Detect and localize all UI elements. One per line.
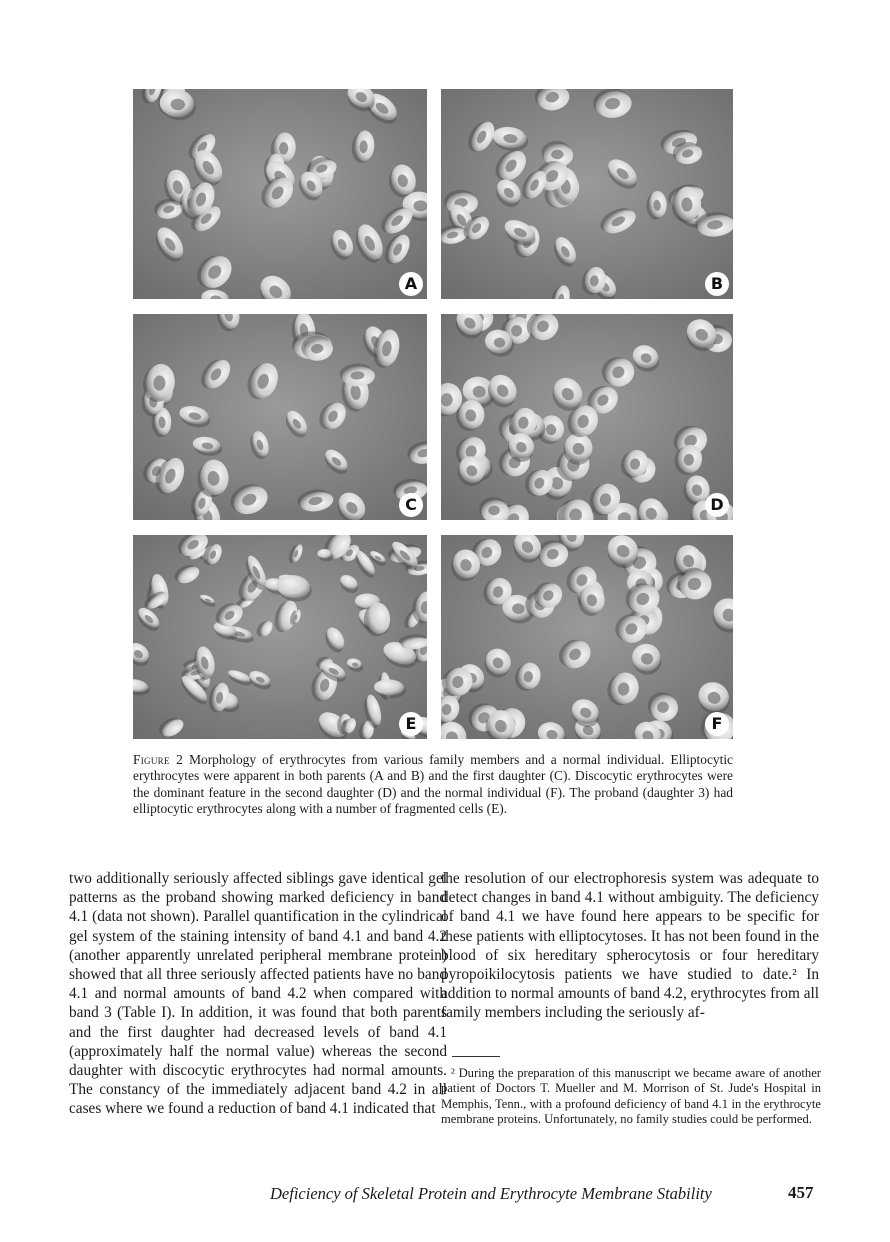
erythrocyte-micrograph-c [133, 314, 427, 520]
body-paragraph-right: the resolution of our electrophoresis system was adequate to detect changes in band 4.1 without ambiguity. The deficiency of band 4.1 we have found here appears to be specific for these patients with elliptocytoses. It has not been found in the blood of six hereditary spherocytosis or four hereditary pyropoikilocytosis patients we have studied to date.² In addition to normal amounts of band 4.2, erythrocytes from all family members including the seriously af- [441, 870, 819, 1022]
erythrocyte-micrograph-b [441, 89, 733, 299]
panel-label-f: F [705, 712, 729, 736]
panel-label-a: A [399, 272, 423, 296]
erythrocyte-micrograph-a [133, 89, 427, 299]
micrograph-panel-a [133, 89, 427, 299]
footnote [441, 1066, 821, 1128]
body-column-right [441, 869, 819, 1023]
erythrocyte-micrograph-d [441, 314, 733, 520]
body-paragraph-left: two additionally seriously affected siblings gave identical gel patterns as the proband showing marked deficiency in band 4.1 (data not shown). Parallel quantification in the cylindrical gel system of the staining intensity of band 4.1 and band 4.2 (another apparently unrelated peripheral membrane protein) showed that all three seriously affected patients have no band 4.1 and normal amounts of band 4.2 when compared with band 3 (Table I). In addition, it was found that both parents and the first daughter had decreased levels of band 4.1 (approximately half the normal value) whereas the second daughter with discocytic erythrocytes had normal amounts. The constancy of the immediately adjacent band 4.2 in all cases where we found a reduction of band 4.1 indicated that [69, 870, 447, 1118]
footnote-text: ² During the preparation of this manuscript we became aware of another patient of Doctors T. Mueller and M. Morrison of St. Jude's Hospital in Memphis, Tenn., with a profound deficiency of band 4.1 in the erythrocyte membrane proteins. Unfortunately, no family studies could be performed. [441, 1066, 821, 1127]
micrograph-panel-f [441, 535, 733, 739]
footnote-rule [452, 1056, 500, 1057]
page-number: 457 [788, 1183, 814, 1202]
micrograph-panel-d [441, 314, 733, 520]
micrograph-panel-e [133, 535, 427, 739]
erythrocyte-micrograph-f [441, 535, 733, 739]
panel-label-e: E [399, 712, 423, 736]
running-title: Deficiency of Skeletal Protein and Erythrocyte Membrane Stability [270, 1184, 712, 1203]
figure-caption-label: Figure 2 [133, 752, 184, 767]
erythrocyte-micrograph-e [133, 535, 427, 739]
body-column-left [69, 869, 447, 1119]
figure-caption-text: Morphology of erythrocytes from various family members and a normal individual. Elliptocytic erythrocytes were apparent in both parents (A and B) and the first daughter (C). Discocytic erythrocytes were the dominant feature in the second daughter (D) and the normal individual (F). The proband (daughter 3) had elliptocytic erythrocytes along with a number of fragmented cells (E). [133, 752, 733, 816]
micrograph-panel-c [133, 314, 427, 520]
figure-2 [133, 89, 733, 739]
panel-label-d: D [705, 493, 729, 517]
panel-label-b: B [705, 272, 729, 296]
figure-caption [133, 752, 733, 817]
panel-label-c: C [399, 493, 423, 517]
micrograph-panel-b [441, 89, 733, 299]
